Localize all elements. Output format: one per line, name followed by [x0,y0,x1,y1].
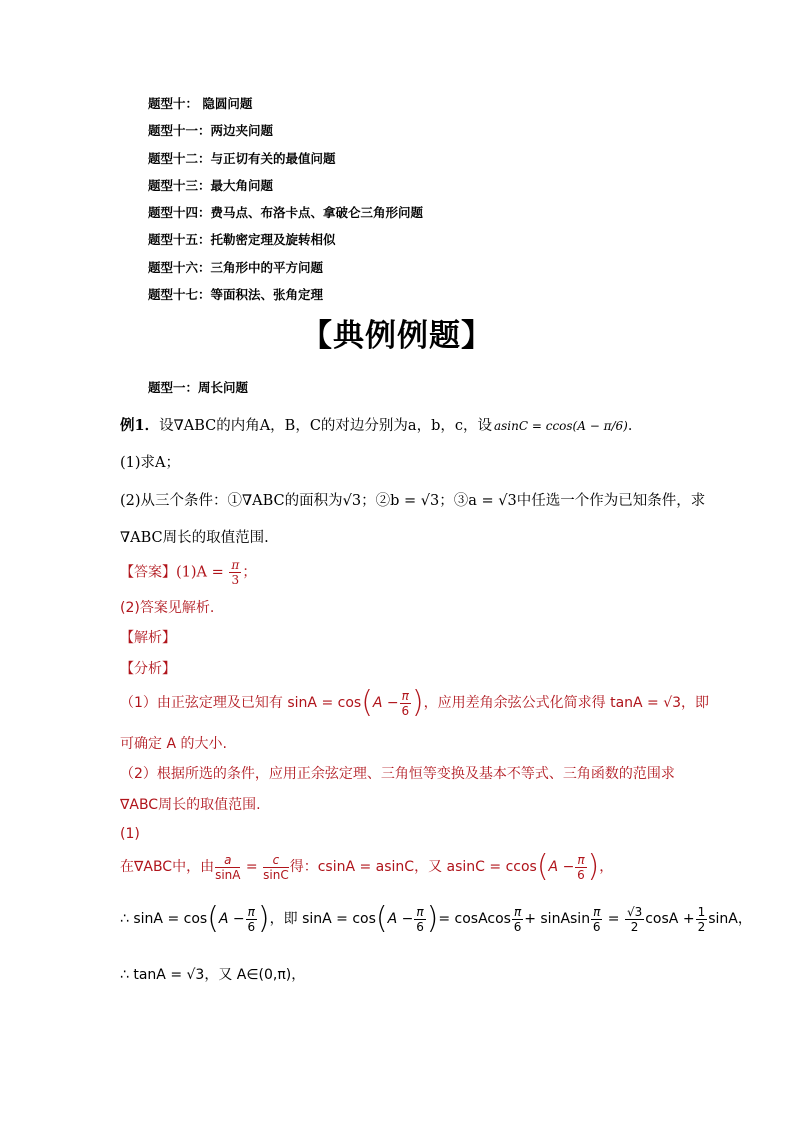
analysis-para-1-cont: 可确定 A 的大小. [120,736,227,752]
question-1: (1)求A； [120,455,181,471]
answer-1-suffix: ； [242,564,257,581]
toc-item: 题型十： 隐圆问题 [148,96,253,111]
solution-l2-f: sinA， [708,911,752,927]
example-stem: 例1．设∇ABC的内角A，B，C的对边分别为a，b，c，设 asinC = ccos(A − π/6)． [120,417,643,434]
solution-l2-e: cosA + [645,911,695,927]
section-banner: 【典例例题】 [301,318,493,354]
section-title: 题型一：周长问题 [148,380,249,395]
solution-l2-d: + sinAsin [524,911,591,927]
solution-l1-a: 在∇ABC中，由 [120,859,215,875]
question-type-list [148,94,423,312]
solution-part-1-label: (1) [120,826,140,842]
answer-line-1 [120,558,257,587]
solution-l1-c: ， [599,859,614,875]
answer-fraction-den: 3 [231,573,240,587]
toc-item: 题型十六：三角形中的平方问题 [148,259,324,275]
question-2-line-2: ∇ABC周长的取值范围. [120,530,269,546]
analysis-tag: 【解析】 [120,630,176,646]
toc-item: 题型十四：费马点、布洛卡点、拿破仑三角形问题 [148,205,424,221]
toc-item: 题型十三：最大角问题 [148,177,274,193]
solution-line-1: 在∇ABC中，由 $\frac{a}{\sin A}$ = $\frac{c}{\sin C}$ 得：csinA = asinC，又 asinC = ccos(A − $\frac{\pi}{6}$ )， [120,849,614,884]
answer-2: (2)答案见解析. [120,600,215,616]
analysis-p1-a: （1）由正弦定理及已知有 sinA = cos [120,695,362,711]
toc-item: 题型十二：与正切有关的最值问题 [148,150,336,166]
solution-l2-a: ∴ sinA = cos [120,911,208,927]
answer-1-prefix: (1)A = [176,564,224,581]
analysis-para-2: （2）根据所选的条件，应用正余弦定理、三角恒等变换及基本不等式、三角函数的范围求 [120,766,675,782]
answer-fraction [229,558,241,587]
solution-line-2: ∴ sinA = cos(A − $\frac{\pi}{6}$ )，即 sinA = cos(A − $\frac{\pi}{6}$ )= cosAcos $\frac{\pi}{6}$ + sinAsin $\frac{\pi}{6}$ = $\frac{√3}{2}$ cosA + $\frac{1}{2}$ sinA， [120,901,752,936]
solution-l2-b: ，即 sinA = cos [269,911,376,927]
solution-l1-b: 得：csinA = asinC，又 asinC = ccos [289,859,537,875]
question-2-line-1: (2)从三个条件：①∇ABC的面积为√3；②b = √3；③a = √3中任选一个作为已知条件，求 [120,493,706,509]
solution-line-3: ∴ tanA = √3，又 A∈(0,π)， [120,967,306,983]
answer-tag: 【答案】 [120,564,176,581]
analysis-para-2-cont: ∇ABC周长的取值范围. [120,797,261,813]
toc-item: 题型十五：托勒密定理及旋转相似 [148,232,336,248]
analysis-para-1: （1）由正弦定理及已知有 sinA = cos(A − $\frac{\pi}{6}$ )，应用差角余弦公式化简求得 tanA = √3，即 [120,685,710,720]
example-stem-text: 设∇ABC的内角A，B，C的对边分别为a，b，c，设 [159,418,492,434]
given-formula: asinC = ccos(A − π/6) [493,419,628,433]
analysis-subtag: 【分析】 [120,661,176,677]
solution-l2-c: = cosAcos [438,911,511,927]
toc-item: 题型十一：两边夹问题 [148,123,274,139]
answer-fraction-num: π [231,558,240,572]
toc-item: 题型十七：等面积法、张角定理 [148,287,324,303]
analysis-p1-b: ，应用差角余弦公式化简求得 tanA = √3，即 [423,695,710,711]
example-label: 例1． [120,417,160,434]
